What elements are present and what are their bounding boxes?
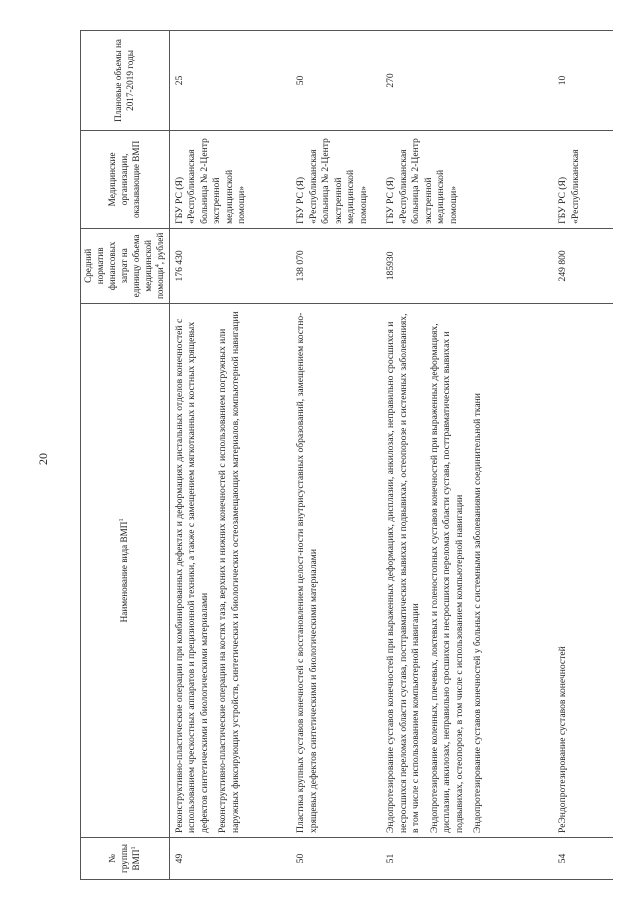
vmp-table <box>80 30 613 880</box>
norm-value: 185930 <box>381 228 553 303</box>
vmp-name: Эндопротезирование суставов конечностей у больных с системными заболеваниями соединительной ткани <box>472 393 484 834</box>
vmp-names <box>381 303 553 837</box>
header-group: № группы ВМП$^1$ <box>81 838 170 880</box>
volume-value: 10 <box>553 31 613 131</box>
header-name: Наименование вида ВМП$^1$ <box>81 303 170 837</box>
header-norm: Средний норматив финансовых затрат на единицу объема медицинской помощи$^4$, рублей <box>81 228 170 303</box>
organization: ГБУ РС (Я) «Республиканская больница № 2-Центр экстренной медицинской помощи» <box>169 130 291 228</box>
organization: ГБУ РС (Я) «Республиканская <box>553 130 613 228</box>
vmp-name: Эндопротезирование суставов конечностей при выраженных деформациях, дисплазии, анкилозах, неправильно сросшихся и несросшихся переломах области сустава, посттравматических вывихах и подвывихах, остеопорозе и системных заболеваниях, в том числе с использованием компьютерной навигации <box>385 313 422 834</box>
norm-value: 176 430 <box>169 228 291 303</box>
page-number: 20 <box>36 453 50 465</box>
vmp-names <box>291 303 381 837</box>
table-row <box>553 31 613 880</box>
group-number: 54 <box>553 838 613 880</box>
volume-value: 25 <box>169 31 291 131</box>
table-row <box>169 31 291 880</box>
vmp-names <box>553 303 613 837</box>
vmp-name: Пластика крупных суставов конечностей с восстановлением целост-ности внутрисуставных образований, замещением костно-хрящевых дефектов синтетическими и биологическими материалами <box>295 312 319 834</box>
header-org: Медицинские организации, оказывающие ВМП <box>81 130 170 228</box>
vmp-names <box>169 303 291 837</box>
vmp-name: Эндопротезирование коленных, плечевых, локтевых и голеностопных суставов конечностей при выраженных деформациях, дисплазии, анкилозах, неправильно сросшихся и несросшихся переломах области сустава, посттравматических вывихах и подвывихах, остеопорозе, в том числе с использованием компьютерной навигации <box>428 323 465 834</box>
header-volume: Плановые объемы на 2017-2019 годы <box>81 31 170 131</box>
organization: ГБУ РС (Я) «Республиканская больница № 2-Центр экстренной медицинской помощи» <box>381 130 553 228</box>
table-row <box>291 31 381 880</box>
table-header <box>81 31 170 880</box>
volume-value: 270 <box>381 31 553 131</box>
norm-value: 138 070 <box>291 228 381 303</box>
vmp-name: Реконструктивно-пластические операции при комбинированных дефектах и деформациях дистальных отделов конечностей с использованием чрескостных аппаратов и прецизионной техники, а также с замещением мягкотканных и костных хрящевых дефектов синтетическими и биологическими материалами <box>173 318 210 834</box>
volume-value: 50 <box>291 31 381 131</box>
norm-value: 249 800 <box>553 228 613 303</box>
group-number: 49 <box>169 838 291 880</box>
vmp-name: РеЭндопротезирование суставов конечностей <box>557 646 569 834</box>
group-number: 51 <box>381 838 553 880</box>
group-number: 50 <box>291 838 381 880</box>
vmp-name: Реконструктивно-пластические операции на костях таза, верхних и нижних конечностей с использованием погружных или наружных фиксирующих устройств, синтетических и биологических остеозамещающих материалов, компьютерной навигации <box>217 311 241 834</box>
organization: ГБУ РС (Я) «Республиканская больница № 2-Центр экстренной медицинской помощи» <box>291 130 381 228</box>
table-row <box>381 31 553 880</box>
